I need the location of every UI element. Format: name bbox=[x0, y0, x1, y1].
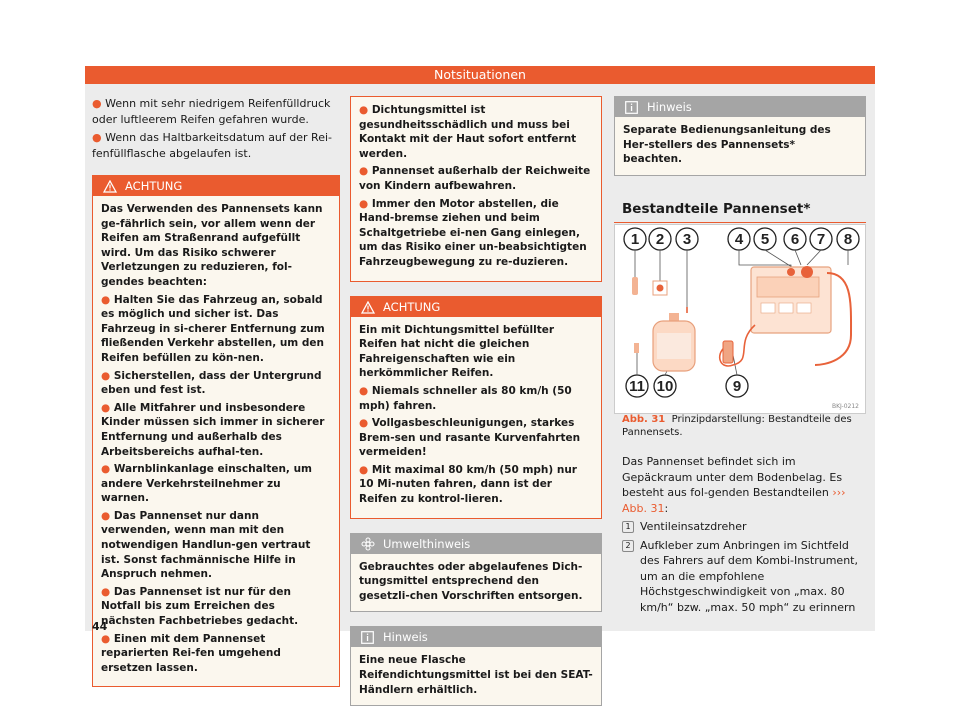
repair-kit-illustration bbox=[615, 225, 865, 413]
callout-8: 8 bbox=[843, 231, 853, 248]
warning-item: ● Pannenset außerhalb der Reichweite von Kindern aufbewahren. bbox=[359, 165, 591, 192]
warning-title: ACHTUNG bbox=[125, 179, 183, 193]
item-text: Aufkleber zum Anbringen im Sichtfeld des Fahrers auf dem Kombi-Instrument, um an die empfohlene Höchstgeschwindigkeit von „max. 80 km/h“ bzw. „max. 50 mph“ zu erinnern bbox=[640, 538, 858, 614]
environment-title: Umwelthinweis bbox=[383, 536, 471, 551]
components-intro: Das Pannenset befindet sich im Gepäckraum unter dem Bodenbelag. Es besteht aus fol-genden Bestandteilen ››› Abb. 31: bbox=[622, 455, 846, 515]
warning-item: ● Das Pannenset nur dann verwenden, wenn man mit den notwendigen Handlun-gen vertraut ist. Sonst fachmännische Hilfe in Anspruch nehmen. bbox=[101, 509, 311, 581]
chapter-title: Notsituationen bbox=[434, 67, 526, 82]
warning-item: ● Niemals schneller als 80 km/h (50 mph) fahren. bbox=[359, 384, 572, 412]
warning-item: ● Das Pannenset ist nur für den Notfall bis zum Erreichen des nächsten Fachbetriebes gedacht. bbox=[101, 585, 299, 628]
warning-triangle-icon bbox=[361, 300, 375, 320]
warning-triangle-icon bbox=[103, 179, 117, 199]
figure-caption bbox=[622, 413, 862, 439]
item-number-badge: 1 bbox=[622, 521, 634, 533]
environment-note-box bbox=[350, 533, 602, 613]
warning-body bbox=[351, 317, 601, 518]
info-icon bbox=[625, 100, 638, 120]
chapter-header bbox=[85, 66, 875, 84]
info-icon bbox=[361, 630, 374, 650]
warning-continued-body bbox=[351, 97, 601, 281]
note-header bbox=[615, 97, 865, 117]
callout-7: 7 bbox=[816, 231, 826, 248]
callout-11: 11 bbox=[629, 378, 645, 395]
warning-item: ● Halten Sie das Fahrzeug an, sobald es möglich und sicher ist. Das Fahrzeug in si-cherer Entfernung zum fließenden Verkehr abstellen, um den Reifen befüllen zu kön-nen. bbox=[101, 293, 325, 364]
callout-4: 4 bbox=[734, 231, 744, 248]
components-text bbox=[622, 454, 862, 615]
section-title: Bestandteile Pannenset* bbox=[614, 198, 866, 223]
callout-3: 3 bbox=[682, 231, 692, 248]
figure-repair-kit bbox=[614, 224, 866, 414]
figure-code: BKJ-0212 bbox=[831, 403, 859, 410]
note-box bbox=[614, 96, 866, 176]
caption-label: Abb. 31 bbox=[622, 414, 666, 425]
warning-item: ● Dichtungsmittel ist gesundheitsschädlich und muss bei Kontakt mit der Haut sofort entfernt werden. bbox=[359, 104, 577, 160]
caption-text: Prinzipdarstellung: Bestandteile des Pannensets. bbox=[622, 414, 852, 438]
column-left bbox=[92, 96, 340, 687]
flower-icon bbox=[361, 537, 375, 557]
warning-header bbox=[351, 297, 601, 317]
warning-body bbox=[93, 196, 339, 686]
warning-item: ● Einen mit dem Pannenset reparierten Rei-fen umgehend ersetzen lassen. bbox=[101, 632, 281, 674]
column-middle bbox=[350, 96, 602, 706]
warning-box bbox=[92, 175, 340, 687]
callout-2: 2 bbox=[655, 231, 665, 248]
intro-bullets bbox=[92, 96, 340, 161]
warning-item: ● Alle Mitfahrer und insbesondere Kinder müssen sich immer in sicherer Entfernung und außerhalb des Arbeitsbereichs aufhal-ten. bbox=[101, 401, 325, 458]
callout-10: 10 bbox=[656, 378, 674, 395]
list-item bbox=[622, 519, 862, 535]
warning-intro: Ein mit Dichtungsmittel befüllter Reifen hat nicht die gleichen Fahreigenschaften wie ein herkömmlicher Reifen. bbox=[359, 323, 555, 380]
callout-9: 9 bbox=[732, 378, 742, 395]
warning-item: ● Mit maximal 80 km/h (50 mph) nur 10 Mi-nuten fahren, dann ist der Reifen zu kontrol-lieren. bbox=[359, 463, 577, 506]
note-box bbox=[350, 626, 602, 706]
warning-box-2 bbox=[350, 296, 602, 519]
callout-6: 6 bbox=[790, 231, 800, 248]
warning-continued-box bbox=[350, 96, 602, 282]
warning-item: ● Vollgasbeschleunigungen, starkes Brem-sen und rasante Kurvenfahrten vermeiden! bbox=[359, 417, 581, 459]
page-number: 44 bbox=[92, 620, 108, 633]
callout-1: 1 bbox=[630, 231, 640, 248]
note-title: Hinweis bbox=[647, 100, 692, 114]
warning-item: ● Sicherstellen, dass der Untergrund eben und fest ist. bbox=[101, 369, 322, 397]
warning-item: ● Immer den Motor abstellen, die Hand-bremse ziehen und beim Schaltgetriebe ei-nen Gang einlegen, um das Risiko einer un-beabsichtigten Fahrzeugbewegung zu re-duzieren. bbox=[359, 197, 587, 268]
note-body: Separate Bedienungsanleitung des Her-stellers des Pannensets* beachten. bbox=[623, 124, 831, 166]
bullet-item: ● Wenn das Haltbarkeitsdatum auf der Rei-fenfüllflasche abgelaufen ist. bbox=[92, 131, 332, 160]
bullet-item: ● Wenn mit sehr niedrigem Reifenfülldruck oder luftleerem Reifen gefahren wurde. bbox=[92, 97, 331, 126]
item-text: Ventileinsatzdreher bbox=[640, 520, 747, 533]
warning-item: ● Warnblinkanlage einschalten, um andere Verkehrsteilnehmer zu warnen. bbox=[101, 463, 312, 505]
warning-title: ACHTUNG bbox=[383, 299, 441, 314]
note-header bbox=[351, 627, 601, 647]
warning-header bbox=[93, 176, 339, 196]
figure-reference-link[interactable]: ››› Abb. 31 bbox=[622, 486, 846, 515]
item-number-badge: 2 bbox=[622, 540, 634, 552]
environment-header bbox=[351, 534, 601, 554]
warning-intro: Das Verwenden des Pannensets kann ge-fährlich sein, vor allem wenn der Reifen am Straßenrand aufgefüllt wird. Um das Risiko schwerer Verletzungen zu reduzieren, fol-gendes beachten: bbox=[101, 203, 323, 288]
list-item bbox=[622, 538, 862, 616]
callout-5: 5 bbox=[760, 231, 770, 248]
bullet-dot: ● bbox=[92, 131, 106, 144]
note-title: Hinweis bbox=[383, 630, 428, 645]
bullet-dot: ● bbox=[92, 97, 106, 110]
note-body: Eine neue Flasche Reifendichtungsmittel ist bei den SEAT-Händlern erhältlich. bbox=[359, 654, 593, 696]
environment-body: Gebrauchtes oder abgelaufenes Dich-tungsmittel entsprechend den gesetzli-chen Vorschriften entsorgen. bbox=[359, 560, 583, 602]
column-right bbox=[614, 96, 866, 223]
